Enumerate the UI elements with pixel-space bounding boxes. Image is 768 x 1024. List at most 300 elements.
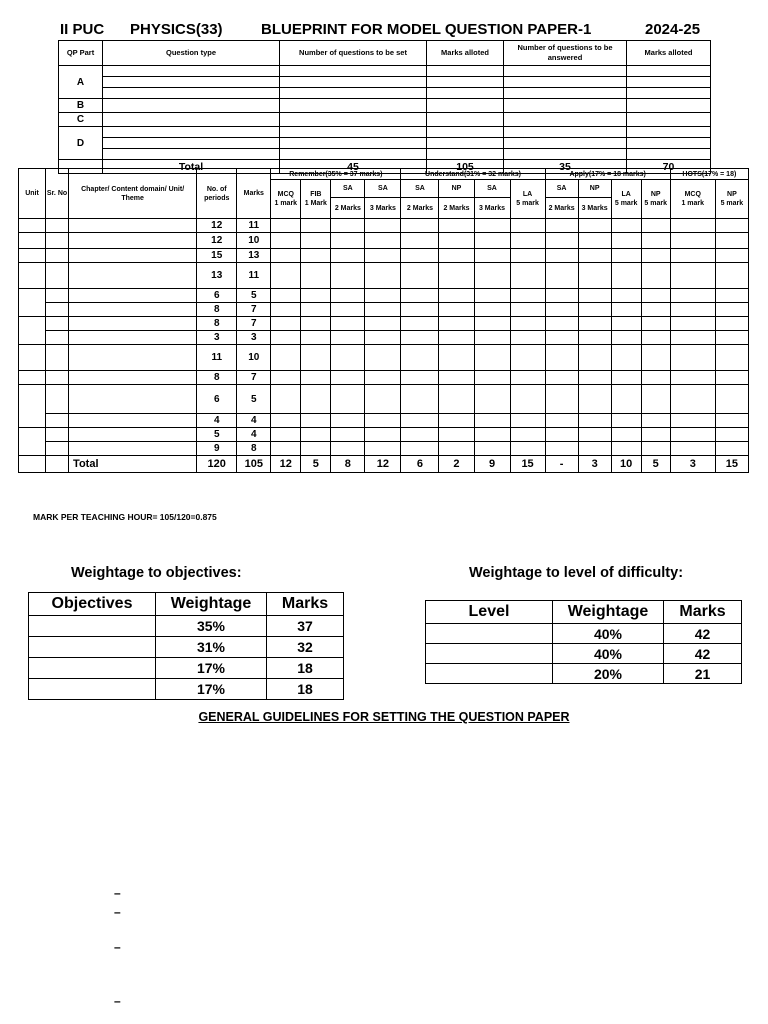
distribution-cell bbox=[715, 233, 748, 249]
distribution-cell bbox=[439, 289, 474, 303]
distribution-cell bbox=[510, 289, 545, 303]
header-weightage: Weightage bbox=[553, 601, 664, 624]
distribution-cell bbox=[365, 263, 401, 289]
sr-no-cell bbox=[46, 249, 69, 263]
subheader-type-label: NP bbox=[650, 191, 661, 198]
unit-cell bbox=[19, 233, 46, 249]
distribution-cell bbox=[611, 317, 641, 331]
sr-no-cell bbox=[46, 428, 69, 442]
subheader-type-label: LA bbox=[621, 191, 631, 198]
distribution-cell bbox=[510, 233, 545, 249]
distribution-cell bbox=[670, 331, 715, 345]
distribution-cell bbox=[545, 345, 578, 371]
header-level: Level bbox=[426, 601, 553, 624]
unit-cell bbox=[19, 371, 46, 385]
subheader-marks: 3 Marks bbox=[474, 198, 510, 219]
distribution-cell bbox=[545, 249, 578, 263]
weightage-cell: 20% bbox=[553, 664, 664, 684]
marks-cell: 37 bbox=[267, 616, 344, 637]
distribution-cell bbox=[670, 249, 715, 263]
marks-cell: 11 bbox=[237, 263, 271, 289]
distribution-cell bbox=[715, 331, 748, 345]
table-row bbox=[59, 138, 711, 149]
distribution-cell bbox=[578, 303, 611, 317]
distribution-cell bbox=[510, 303, 545, 317]
distribution-cell bbox=[474, 428, 510, 442]
weightage-cell: 35% bbox=[156, 616, 267, 637]
periods-cell: 8 bbox=[197, 371, 237, 385]
subheader-marks-label: 1 Mark bbox=[304, 200, 327, 207]
distribution-cell bbox=[301, 263, 331, 289]
total-cell: 15 bbox=[510, 456, 545, 473]
distribution-cell bbox=[301, 345, 331, 371]
table-row bbox=[19, 428, 749, 442]
table-row bbox=[19, 442, 749, 456]
table-row bbox=[19, 233, 749, 249]
periods-cell: 11 bbox=[197, 345, 237, 371]
level-cell bbox=[426, 644, 553, 664]
distribution-cell bbox=[578, 442, 611, 456]
header-questions-to-set: Number of questions to be set bbox=[280, 41, 427, 66]
distribution-cell bbox=[578, 414, 611, 428]
table-row bbox=[19, 219, 749, 233]
subheader-marks: 2 Marks bbox=[331, 198, 365, 219]
subheader-type: NP bbox=[578, 180, 611, 198]
distribution-cell bbox=[611, 249, 641, 263]
table-row bbox=[19, 303, 749, 317]
chapter-cell bbox=[69, 385, 197, 414]
distribution-cell bbox=[331, 233, 365, 249]
subheader-type-label: LA bbox=[522, 191, 533, 198]
objectives-title: Weightage to objectives: bbox=[71, 565, 242, 581]
distribution-cell bbox=[331, 385, 365, 414]
distribution-cell bbox=[401, 414, 439, 428]
distribution-cell bbox=[271, 303, 301, 317]
table-row bbox=[59, 99, 711, 113]
table-row bbox=[426, 624, 742, 644]
table-row bbox=[59, 113, 711, 127]
distribution-cell bbox=[301, 428, 331, 442]
distribution-cell bbox=[439, 442, 474, 456]
marks-cell: 4 bbox=[237, 428, 271, 442]
distribution-cell bbox=[439, 233, 474, 249]
distribution-cell bbox=[715, 303, 748, 317]
distribution-cell bbox=[715, 371, 748, 385]
distribution-cell bbox=[365, 233, 401, 249]
page-header bbox=[0, 20, 768, 40]
bullet-marker: – bbox=[114, 905, 121, 919]
distribution-cell bbox=[474, 345, 510, 371]
header-marks: Marks bbox=[237, 169, 271, 219]
distribution-cell bbox=[439, 371, 474, 385]
distribution-cell bbox=[715, 289, 748, 303]
weightage-cell: 40% bbox=[553, 624, 664, 644]
marks-cell: 10 bbox=[237, 345, 271, 371]
subheader-type-label: NP bbox=[727, 191, 737, 198]
total-cell: 3 bbox=[670, 456, 715, 473]
distribution-cell bbox=[474, 219, 510, 233]
total-label: Total bbox=[69, 456, 197, 473]
table-row bbox=[29, 637, 344, 658]
subheader-type: SA bbox=[545, 180, 578, 198]
distribution-cell bbox=[401, 331, 439, 345]
distribution-cell bbox=[301, 385, 331, 414]
total-cell: 5 bbox=[641, 456, 670, 473]
subheader-type: NP bbox=[439, 180, 474, 198]
distribution-cell bbox=[365, 428, 401, 442]
subheader-type-label: FIB bbox=[310, 191, 322, 198]
distribution-cell bbox=[611, 303, 641, 317]
distribution-cell bbox=[439, 263, 474, 289]
distribution-cell bbox=[474, 233, 510, 249]
subheader-type bbox=[715, 180, 748, 219]
subheader-marks-label: 5 mark bbox=[614, 200, 638, 207]
distribution-cell bbox=[545, 428, 578, 442]
marks-cell: 10 bbox=[237, 233, 271, 249]
distribution-cell bbox=[670, 219, 715, 233]
distribution-cell bbox=[439, 345, 474, 371]
distribution-cell bbox=[365, 219, 401, 233]
distribution-cell bbox=[641, 442, 670, 456]
sr-no-cell bbox=[46, 317, 69, 331]
total-marks: 105 bbox=[237, 456, 271, 473]
marks-cell: 4 bbox=[237, 414, 271, 428]
distribution-cell bbox=[439, 219, 474, 233]
distribution-cell bbox=[401, 289, 439, 303]
distribution-cell bbox=[670, 385, 715, 414]
group-remember: Remember(35% = 37 marks) bbox=[271, 169, 401, 180]
chapter-cell bbox=[69, 233, 197, 249]
distribution-cell bbox=[578, 233, 611, 249]
distribution-cell bbox=[545, 371, 578, 385]
table-row bbox=[19, 345, 749, 371]
subheader-type bbox=[271, 180, 301, 219]
distribution-cell bbox=[578, 263, 611, 289]
weightage-cell: 31% bbox=[156, 637, 267, 658]
table-row bbox=[59, 127, 711, 138]
distribution-cell bbox=[611, 414, 641, 428]
sr-no-cell bbox=[46, 219, 69, 233]
distribution-cell bbox=[510, 442, 545, 456]
sr-no-cell bbox=[46, 263, 69, 289]
difficulty-table bbox=[425, 600, 742, 684]
bullet-marker: – bbox=[114, 886, 121, 900]
sr-no-cell bbox=[46, 331, 69, 345]
total-cell: 15 bbox=[715, 456, 748, 473]
distribution-cell bbox=[611, 331, 641, 345]
distribution-cell bbox=[545, 331, 578, 345]
part-label: A bbox=[59, 66, 103, 99]
distribution-cell bbox=[401, 442, 439, 456]
chapter-cell bbox=[69, 428, 197, 442]
distribution-cell bbox=[641, 345, 670, 371]
distribution-cell bbox=[510, 414, 545, 428]
distribution-cell bbox=[641, 263, 670, 289]
distribution-cell bbox=[331, 331, 365, 345]
distribution-cell bbox=[670, 345, 715, 371]
distribution-cell bbox=[510, 385, 545, 414]
distribution-cell bbox=[271, 385, 301, 414]
distribution-cell bbox=[578, 219, 611, 233]
course-label: II PUC bbox=[60, 21, 105, 38]
distribution-cell bbox=[271, 219, 301, 233]
marks-per-hour-note: MARK PER TEACHING HOUR= 105/120=0.875 bbox=[33, 512, 217, 522]
objective-cell bbox=[29, 616, 156, 637]
total-cell: 6 bbox=[401, 456, 439, 473]
distribution-cell bbox=[474, 303, 510, 317]
header-marks: Marks bbox=[664, 601, 742, 624]
weightage-cell: 17% bbox=[156, 679, 267, 700]
chapter-cell bbox=[69, 219, 197, 233]
distribution-cell bbox=[401, 428, 439, 442]
marks-cell: 5 bbox=[237, 385, 271, 414]
sr-no-cell bbox=[46, 289, 69, 303]
sr-no-cell bbox=[46, 303, 69, 317]
distribution-cell bbox=[365, 345, 401, 371]
distribution-cell bbox=[715, 414, 748, 428]
distribution-cell bbox=[271, 263, 301, 289]
total-cell: 12 bbox=[365, 456, 401, 473]
distribution-cell bbox=[271, 345, 301, 371]
marks-cell: 7 bbox=[237, 317, 271, 331]
distribution-cell bbox=[401, 385, 439, 414]
distribution-cell bbox=[578, 331, 611, 345]
distribution-cell bbox=[271, 331, 301, 345]
distribution-cell bbox=[439, 331, 474, 345]
part-label: B bbox=[59, 99, 103, 113]
distribution-cell bbox=[401, 233, 439, 249]
table-row bbox=[19, 371, 749, 385]
marks-cell: 5 bbox=[237, 289, 271, 303]
distribution-cell bbox=[301, 317, 331, 331]
unit-cell bbox=[19, 345, 46, 371]
table-row bbox=[59, 66, 711, 77]
distribution-cell bbox=[439, 428, 474, 442]
distribution-cell bbox=[611, 233, 641, 249]
distribution-cell bbox=[670, 428, 715, 442]
guidelines-title: GENERAL GUIDELINES FOR SETTING THE QUESTION PAPER bbox=[198, 710, 570, 724]
distribution-cell bbox=[510, 428, 545, 442]
distribution-cell bbox=[510, 263, 545, 289]
marks-cell: 21 bbox=[664, 664, 742, 684]
marks-cell: 42 bbox=[664, 624, 742, 644]
distribution-cell bbox=[365, 414, 401, 428]
academic-year: 2024-25 bbox=[645, 21, 701, 38]
periods-cell: 9 bbox=[197, 442, 237, 456]
bullet-marker: – bbox=[114, 940, 121, 954]
subheader-marks: 3 Marks bbox=[578, 198, 611, 219]
chapter-cell bbox=[69, 289, 197, 303]
table-row bbox=[19, 249, 749, 263]
distribution-cell bbox=[439, 249, 474, 263]
distribution-cell bbox=[401, 345, 439, 371]
marks-cell: 8 bbox=[237, 442, 271, 456]
periods-cell: 15 bbox=[197, 249, 237, 263]
header-qp-part: QP Part bbox=[59, 41, 103, 66]
marks-cell: 7 bbox=[237, 303, 271, 317]
distribution-cell bbox=[365, 317, 401, 331]
chapter-cell bbox=[69, 303, 197, 317]
distribution-cell bbox=[474, 317, 510, 331]
subject-label: PHYSICS(33) bbox=[130, 21, 223, 38]
distribution-cell bbox=[331, 371, 365, 385]
distribution-cell bbox=[474, 442, 510, 456]
distribution-cell bbox=[670, 414, 715, 428]
distribution-cell bbox=[331, 414, 365, 428]
distribution-cell bbox=[670, 289, 715, 303]
distribution-cell bbox=[611, 263, 641, 289]
distribution-cell bbox=[401, 371, 439, 385]
subheader-type-label: MCQ bbox=[684, 191, 701, 198]
subheader-type: SA bbox=[365, 180, 401, 198]
distribution-cell bbox=[365, 303, 401, 317]
distribution-cell bbox=[365, 289, 401, 303]
sr-no-cell bbox=[46, 371, 69, 385]
subheader-marks-label: 1 mark bbox=[274, 200, 298, 207]
distribution-cell bbox=[641, 219, 670, 233]
distribution-cell bbox=[271, 249, 301, 263]
periods-cell: 5 bbox=[197, 428, 237, 442]
periods-cell: 8 bbox=[197, 317, 237, 331]
subheader-marks: 3 Marks bbox=[365, 198, 401, 219]
weightage-cell: 40% bbox=[553, 644, 664, 664]
distribution-cell bbox=[641, 371, 670, 385]
distribution-cell bbox=[611, 428, 641, 442]
distribution-cell bbox=[271, 428, 301, 442]
sr-no-cell bbox=[46, 345, 69, 371]
distribution-cell bbox=[474, 414, 510, 428]
header-periods: No. of periods bbox=[197, 169, 237, 219]
distribution-cell bbox=[578, 249, 611, 263]
table-row bbox=[59, 149, 711, 160]
header-unit: Unit bbox=[19, 169, 46, 219]
distribution-cell bbox=[301, 414, 331, 428]
chapter-cell bbox=[69, 331, 197, 345]
unit-cell bbox=[19, 249, 46, 263]
table-row bbox=[59, 88, 711, 99]
distribution-cell bbox=[331, 317, 365, 331]
total-questions-set: 45 bbox=[280, 160, 427, 174]
marks-cell: 11 bbox=[237, 219, 271, 233]
header-questions-to-answer: Number of questions to be answered bbox=[504, 41, 627, 66]
subheader-marks-label: 1 mark bbox=[681, 200, 705, 207]
total-cell: 2 bbox=[439, 456, 474, 473]
periods-cell: 13 bbox=[197, 263, 237, 289]
distribution-cell bbox=[641, 317, 670, 331]
distribution-cell bbox=[331, 289, 365, 303]
total-cell: 10 bbox=[611, 456, 641, 473]
table-row bbox=[29, 616, 344, 637]
distribution-cell bbox=[670, 317, 715, 331]
distribution-cell bbox=[670, 303, 715, 317]
total-cell: 12 bbox=[271, 456, 301, 473]
total-label: Total bbox=[103, 160, 280, 174]
distribution-cell bbox=[545, 442, 578, 456]
marks-cell: 18 bbox=[267, 679, 344, 700]
distribution-cell bbox=[641, 331, 670, 345]
distribution-cell bbox=[670, 371, 715, 385]
difficulty-title: Weightage to level of difficulty: bbox=[469, 565, 684, 581]
distribution-cell bbox=[331, 428, 365, 442]
total-row bbox=[19, 456, 749, 473]
part-label: D bbox=[59, 127, 103, 160]
distribution-cell bbox=[301, 233, 331, 249]
distribution-cell bbox=[715, 249, 748, 263]
unit-cell bbox=[19, 263, 46, 289]
distribution-cell bbox=[439, 414, 474, 428]
subheader-type bbox=[670, 180, 715, 219]
subheader-marks-label: 5 mark bbox=[516, 200, 539, 207]
table-row bbox=[426, 664, 742, 684]
subheader-type: SA bbox=[331, 180, 365, 198]
distribution-cell bbox=[331, 345, 365, 371]
group-understand: Understand(31% = 32 marks) bbox=[401, 169, 545, 180]
distribution-cell bbox=[641, 385, 670, 414]
distribution-cell bbox=[578, 371, 611, 385]
marks-cell: 3 bbox=[237, 331, 271, 345]
distribution-cell bbox=[545, 385, 578, 414]
distribution-cell bbox=[365, 371, 401, 385]
unit-cell bbox=[19, 219, 46, 233]
chapter-cell bbox=[69, 249, 197, 263]
total-cell: - bbox=[545, 456, 578, 473]
distribution-cell bbox=[439, 303, 474, 317]
subheader-type bbox=[641, 180, 670, 219]
periods-cell: 3 bbox=[197, 331, 237, 345]
blueprint-table bbox=[18, 168, 749, 473]
table-row bbox=[19, 331, 749, 345]
objective-cell bbox=[29, 658, 156, 679]
distribution-cell bbox=[439, 317, 474, 331]
chapter-cell bbox=[69, 371, 197, 385]
distribution-cell bbox=[331, 219, 365, 233]
subheader-marks: 2 Marks bbox=[401, 198, 439, 219]
distribution-cell bbox=[474, 385, 510, 414]
header-marks-alloted: Marks alloted bbox=[427, 41, 504, 66]
distribution-cell bbox=[301, 249, 331, 263]
header-sr-no: Sr. No bbox=[46, 169, 69, 219]
distribution-cell bbox=[301, 331, 331, 345]
table-row bbox=[19, 263, 749, 289]
distribution-cell bbox=[271, 233, 301, 249]
bullet-marker: – bbox=[114, 994, 121, 1008]
total-marks-answered: 70 bbox=[627, 160, 711, 174]
header-objectives: Objectives bbox=[29, 593, 156, 616]
periods-cell: 6 bbox=[197, 385, 237, 414]
distribution-cell bbox=[611, 289, 641, 303]
chapter-cell bbox=[69, 442, 197, 456]
distribution-cell bbox=[510, 371, 545, 385]
periods-cell: 12 bbox=[197, 233, 237, 249]
marks-cell: 32 bbox=[267, 637, 344, 658]
distribution-cell bbox=[715, 263, 748, 289]
distribution-cell bbox=[301, 442, 331, 456]
distribution-cell bbox=[271, 414, 301, 428]
distribution-cell bbox=[641, 428, 670, 442]
objectives-table bbox=[28, 592, 344, 700]
distribution-cell bbox=[474, 263, 510, 289]
level-cell bbox=[426, 624, 553, 644]
distribution-cell bbox=[331, 303, 365, 317]
distribution-cell bbox=[301, 371, 331, 385]
unit-cell bbox=[19, 428, 46, 456]
distribution-cell bbox=[641, 249, 670, 263]
distribution-cell bbox=[474, 249, 510, 263]
subheader-type bbox=[301, 180, 331, 219]
distribution-cell bbox=[365, 331, 401, 345]
total-periods: 120 bbox=[197, 456, 237, 473]
subheader-type bbox=[611, 180, 641, 219]
